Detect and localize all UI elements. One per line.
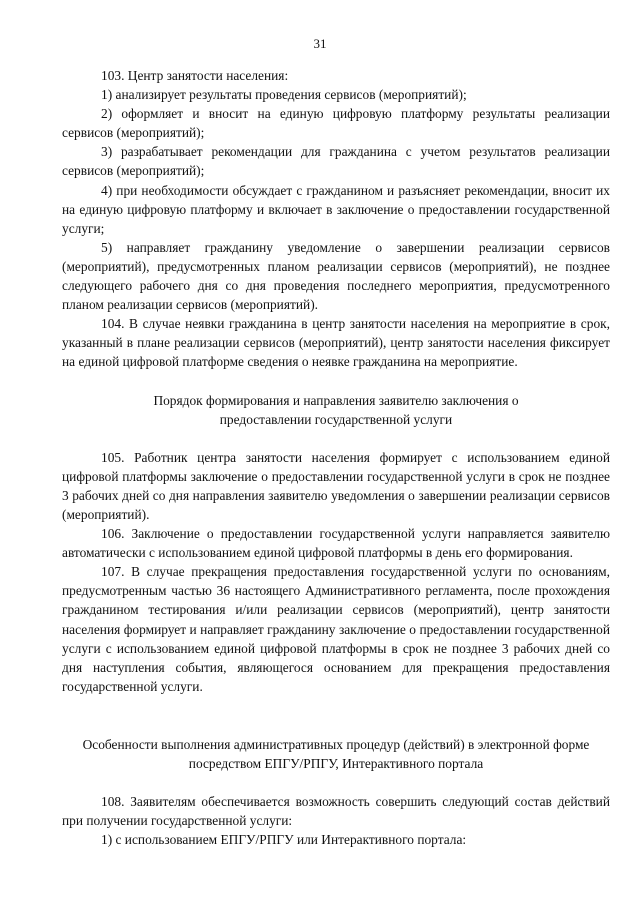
paragraph-105: 105. Работник центра занятости населения формирует с использованием единой цифровой платформы заключение о предоставлении государственной услуги в срок не позднее 3 рабочих дней со дня направления заявителю уведомления о завершении реализации сервисов (мероприятий). [62, 449, 610, 522]
paragraph-104: 104. В случае неявки гражданина в центр занятости населения на мероприятие в срок, указанный в плане реализации сервисов (мероприятий), центр занятости населения фиксирует на единой цифровой платформе сведения о неявке гражданина на мероприятие. [62, 316, 610, 370]
page-number: 31 [313, 36, 327, 51]
spacer [62, 696, 610, 735]
paragraph-108: 108. Заявителям обеспечивается возможность совершить следующий состав действий при получении государственной услуги: [62, 794, 610, 829]
section-heading-conclusion: Порядок формирования и направления заявителю заключения о предоставлении государственной услуги [153, 392, 519, 427]
list-item-103-1: 1) анализирует результаты проведения сервисов (мероприятий); [101, 87, 467, 103]
spacer [62, 429, 610, 448]
paragraph-107: 107. В случае прекращения предоставления государственной услуги по основаниям, предусмотренным частью 36 настоящего Административного регламента, после прохождения гражданином тестирования и/или реализации сервисов (мероприятий), центр занятости населения формирует и направляет гражданину заключение о предоставлении государственной услуги с использованием единой цифровой платформы в срок не позднее 3 рабочих дней со дня наступления события, являющегося основанием для прекращения предоставления государственной услуги. [62, 564, 610, 694]
list-item-103-2: 2) оформляет и вносит на единую цифровую платформу результаты реализации сервисов (мероприятий); [62, 106, 610, 141]
section-heading-electronic-form: Особенности выполнения административных процедур (действий) в электронной форме посредством ЕПГУ/РПГУ, Интерактивного портала [82, 736, 590, 771]
list-item-103-4: 4) при необходимости обсуждает с гражданином и разъясняет рекомендации, вносит их на единую цифровую платформу и включает в заключение о предоставлении государственной услуги; [62, 182, 610, 236]
list-item-103-3: 3) разрабатывает рекомендации для гражданина с учетом результатов реализации сервисов (мероприятий); [62, 144, 610, 179]
paragraph-103: 103. Центр занятости населения: [101, 68, 289, 83]
list-item-108-1: 1) с использованием ЕПГУ/РПГУ или Интерактивного портала: [101, 832, 467, 848]
document-body [62, 66, 610, 849]
spacer [62, 372, 610, 391]
spacer [62, 773, 610, 792]
list-item-103-5: 5) направляет гражданину уведомление о завершении реализации сервисов (мероприятий), предусмотренных планом реализации сервисов (мероприятий), не позднее следующего рабочего дня со дня проведения последнего мероприятия, предусмотренного планом реализации сервисов (мероприятий). [62, 239, 610, 313]
paragraph-106: 106. Заключение о предоставлении государственной услуги направляется заявителю автоматически с использованием единой цифровой платформы в день его формирования. [62, 526, 610, 561]
